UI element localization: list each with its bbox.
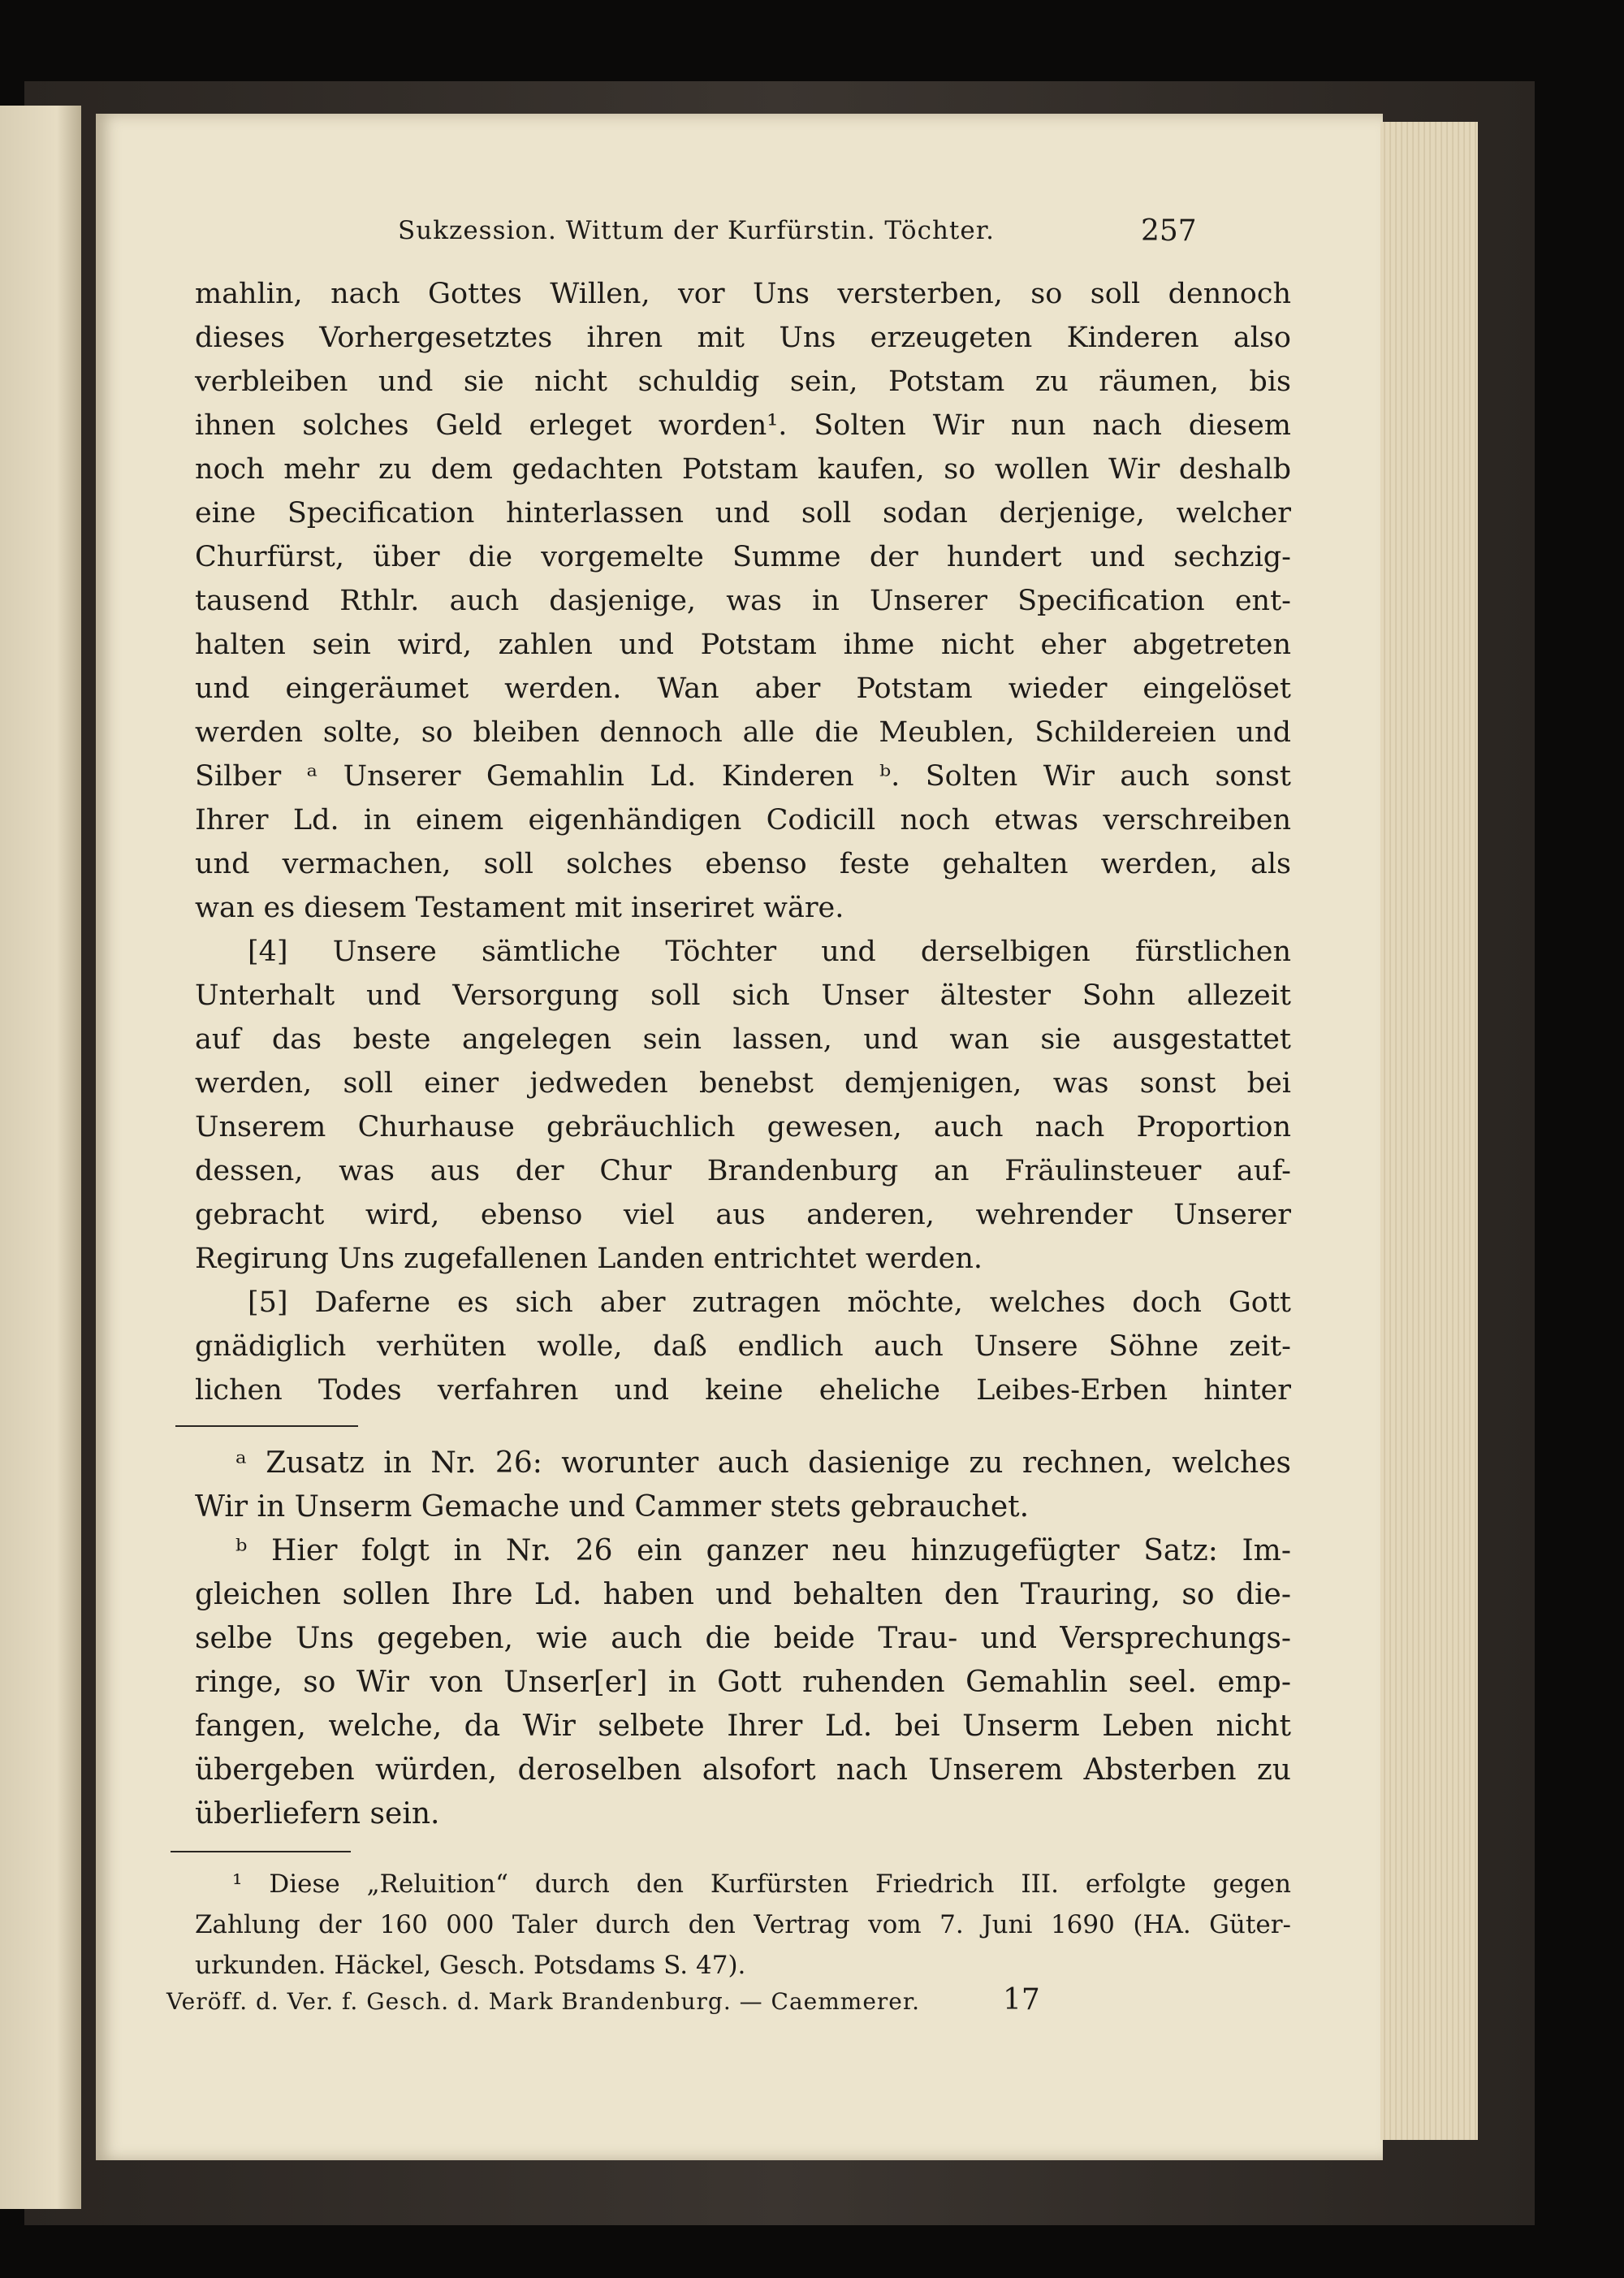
text-line: und vermachen, soll solches ebenso feste gehalten werden, als xyxy=(195,848,1291,880)
page-block-edge xyxy=(1380,122,1478,2140)
page-number: 257 xyxy=(1141,214,1197,248)
text-line: [5] Daferne es sich aber zutragen möchte, welches doch Gott xyxy=(248,1286,1291,1319)
apparatus-note-line: fangen, welche, da Wir selbete Ihrer Ld. bei Unserm Leben nicht xyxy=(195,1710,1291,1743)
text-line: werden, soll einer jedweden benebst demjenigen, was sonst bei xyxy=(195,1067,1291,1100)
text-line: dieses Vorhergesetztes ihren mit Uns erzeugeten Kinderen also xyxy=(195,322,1291,354)
text-line: gnädiglich verhüten wolle, daß endlich auch Unsere Söhne zeit- xyxy=(195,1330,1291,1363)
notes-separator xyxy=(175,1425,358,1427)
apparatus-note-line: ᵇ Hier folgt in Nr. 26 ein ganzer neu hinzugefügter Satz: Im- xyxy=(235,1534,1291,1567)
apparatus-note-line: ringe, so Wir von Unser[er] in Gott ruhenden Gemahlin seel. emp- xyxy=(195,1666,1291,1699)
text-line: ihnen solches Geld erleget worden¹. Solten Wir nun nach diesem xyxy=(195,409,1291,442)
text-line: werden solte, so bleiben dennoch alle die Meublen, Schildereien und xyxy=(195,716,1291,749)
signature-line: Veröff. d. Ver. f. Gesch. d. Mark Brandenburg. — Caemmerer. xyxy=(166,1988,921,2015)
apparatus-note-line: übergeben würden, deroselben alsofort nach Unserem Absterben zu xyxy=(195,1753,1291,1787)
footnote-line: Zahlung der 160 000 Taler durch den Vertrag vom 7. Juni 1690 (HA. Güter- xyxy=(195,1910,1291,1939)
text-line: halten sein wird, zahlen und Potstam ihme nicht eher abgetreten xyxy=(195,629,1291,661)
apparatus-note-line: gleichen sollen Ihre Ld. haben und behalten den Trauring, so die- xyxy=(195,1578,1291,1611)
apparatus-note-line: ᵃ Zusatz in Nr. 26: worunter auch dasienige zu rechnen, welches xyxy=(235,1446,1291,1480)
text-line: eine Specification hinterlassen und soll sodan derjenige, welcher xyxy=(195,497,1291,530)
text-line: lichen Todes verfahren und keine eheliche Leibes-Erben hinter xyxy=(195,1374,1291,1407)
text-line: Ihrer Ld. in einem eigenhändigen Codicill noch etwas verschreiben xyxy=(195,804,1291,836)
running-head xyxy=(96,210,1383,258)
text-line: Unterhalt und Versorgung soll sich Unser ältester Sohn allezeit xyxy=(195,979,1291,1012)
running-head-title: Sukzession. Wittum der Kurfürstin. Töchter. xyxy=(398,216,995,245)
text-line: mahlin, nach Gottes Willen, vor Uns versterben, so soll dennoch xyxy=(195,278,1291,310)
text-line: dessen, was aus der Chur Brandenburg an Fräulinsteuer auf- xyxy=(195,1155,1291,1187)
footnote-line: urkunden. Häckel, Gesch. Potsdams S. 47). xyxy=(195,1951,746,1980)
text-line: noch mehr zu dem gedachten Potstam kaufen, so wollen Wir deshalb xyxy=(195,453,1291,486)
text-line: verbleiben und sie nicht schuldig sein, Potstam zu räumen, bis xyxy=(195,365,1291,398)
text-line: und eingeräumet werden. Wan aber Potstam wieder eingelöset xyxy=(195,672,1291,705)
sheet-number: 17 xyxy=(1003,1983,1040,2016)
text-line: Churfürst, über die vorgemelte Summe der hundert und sechzig- xyxy=(195,541,1291,573)
footnote-line: ¹ Diese „Reluition“ durch den Kurfürsten Friedrich III. erfolgte gegen xyxy=(232,1870,1291,1899)
text-line: [4] Unsere sämtliche Töchter und derselbigen fürstlichen xyxy=(248,936,1291,968)
text-line: Silber ᵃ Unserer Gemahlin Ld. Kinderen ᵇ. Solten Wir auch sonst xyxy=(195,760,1291,793)
text-line: tausend Rthlr. auch dasjenige, was in Unserer Specification ent- xyxy=(195,585,1291,617)
footnote-separator xyxy=(171,1851,351,1852)
text-line: auf das beste angelegen sein lassen, und wan sie ausgestattet xyxy=(195,1023,1291,1056)
apparatus-note-line: überliefern sein. xyxy=(195,1797,440,1831)
text-line: wan es diesem Testament mit inseriret wäre. xyxy=(195,892,844,924)
text-line: Regirung Uns zugefallenen Landen entrichtet werden. xyxy=(195,1243,983,1275)
text-line: Unserem Churhause gebräuchlich gewesen, auch nach Proportion xyxy=(195,1111,1291,1143)
apparatus-note-line: selbe Uns gegeben, wie auch die beide Trau- und Versprechungs- xyxy=(195,1622,1291,1655)
previous-page-edge xyxy=(0,106,81,2209)
text-line: gebracht wird, ebenso viel aus anderen, wehrender Unserer xyxy=(195,1199,1291,1231)
apparatus-note-line: Wir in Unserm Gemache und Cammer stets gebrauchet. xyxy=(195,1490,1030,1524)
